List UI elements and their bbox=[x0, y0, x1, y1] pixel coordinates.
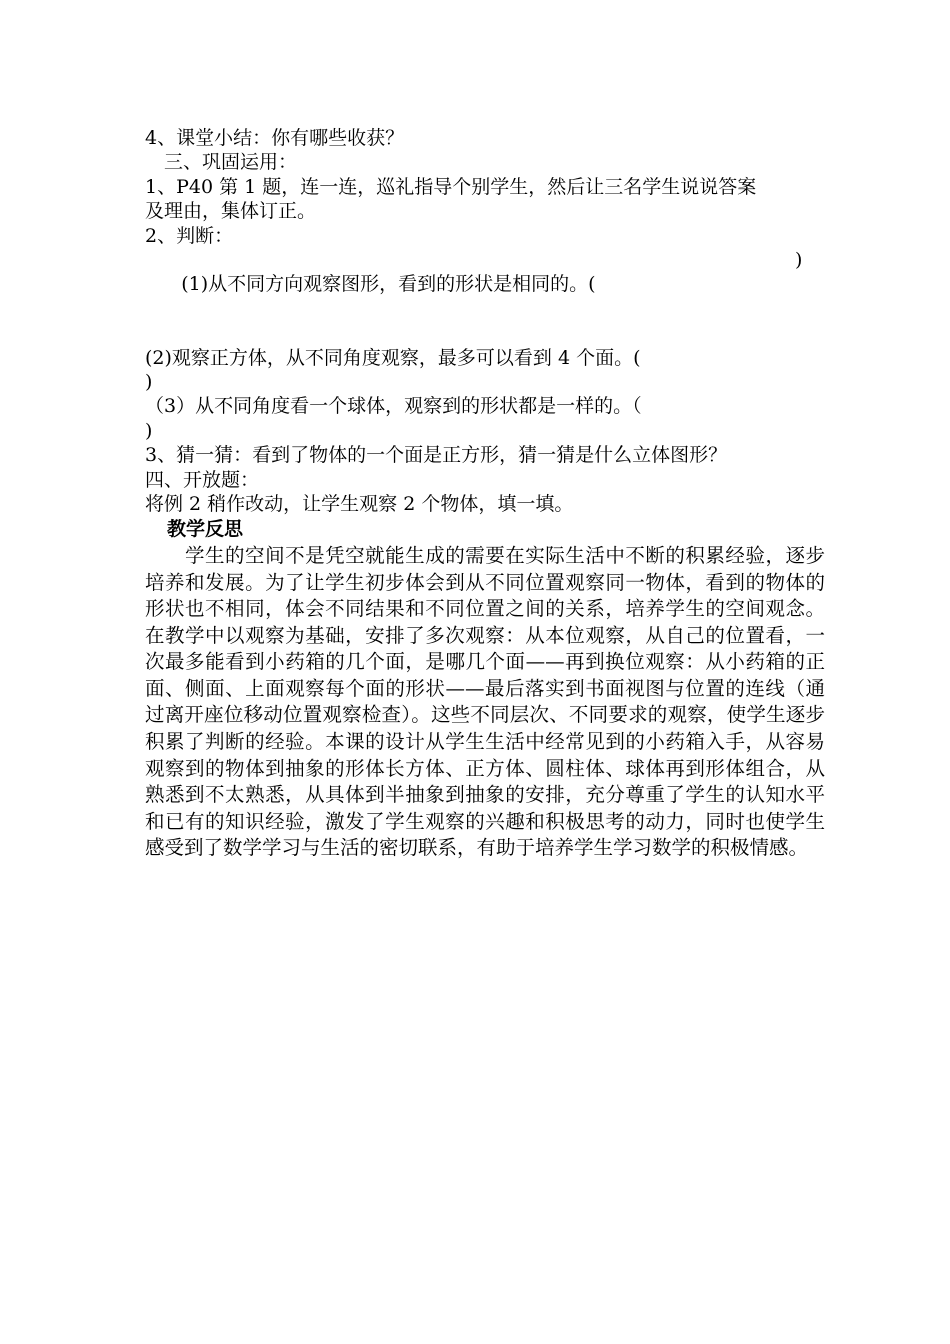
reflection-paragraph: 学生的空间不是凭空就能生成的需要在实际生活中不断的积累经验，逐步培养和发展。为了让学生初步体会到从不同位置观察同一物体，看到的物体的形状也不相同，体会不同结果和不同位置之间的关系，培养学生的空间观念。在教学中以观察为基础，安排了多次观察：从本位观察，从自己的位置看，一次最多能看到小药箱的几个面，是哪几个面——再到换位观察：从小药箱的正面、侧面、上面观察每个面的形状——最后落实到书面视图与位置的连线（通过离开座位移动位置观察检查）。这些不同层次、不同要求的观察，使学生逐步积累了判断的经验。本课的设计从学生生活中经常见到的小药箱入手，从容易观察到的物体到抽象的形体长方体、正方体、圆柱体、球体再到形体组合，从熟悉到不太熟悉，从具体到半抽象到抽象的安排，充分尊重了学生的认知水平和已有的知识经验，激发了学生观察的兴趣和积极思考的动力，同时也使学生感受到了数学学习与生活的密切联系，有助于培养学生学习数学的积极情感。 bbox=[145, 543, 825, 860]
document-body bbox=[145, 126, 825, 862]
exercise-3-line: 3、猜一猜：看到了物体的一个面是正方形，猜一猜是什么立体图形？ bbox=[145, 444, 728, 467]
judgement-1 bbox=[145, 248, 825, 346]
reflection-heading: 教学反思 bbox=[167, 517, 244, 540]
exercise-1-line-b: 及理由，集体订正。 bbox=[145, 200, 317, 223]
judgement-3-text: （3）从不同角度看一个球体，观察到的形状都是一样的。（ bbox=[145, 395, 642, 418]
exercise-1-line-a: 1、P40 第 1 题，连一连，巡礼指导个别学生，然后让三名学生说说答案 bbox=[145, 175, 757, 198]
judgement-1-close-paren: ) bbox=[795, 249, 803, 272]
judgement-3-close-paren: ) bbox=[145, 419, 153, 442]
judgement-1-text: (1)从不同方向观察图形，看到的形状是相同的。( bbox=[181, 273, 596, 296]
section-4-heading: 四、开放题： bbox=[145, 468, 260, 491]
open-task-line: 将例 2 稍作改动，让学生观察 2 个物体，填一填。 bbox=[145, 493, 574, 516]
exercise-2-heading: 2、判断： bbox=[145, 224, 234, 247]
judgement-2-close-paren: ) bbox=[145, 371, 153, 394]
section-3-heading: 三、巩固运用： bbox=[164, 151, 298, 174]
judgement-2-text: (2)观察正方体，从不同角度观察，最多可以看到 4 个面。( bbox=[145, 346, 641, 369]
summary-line: 4、课堂小结：你有哪些收获？ bbox=[145, 127, 405, 149]
